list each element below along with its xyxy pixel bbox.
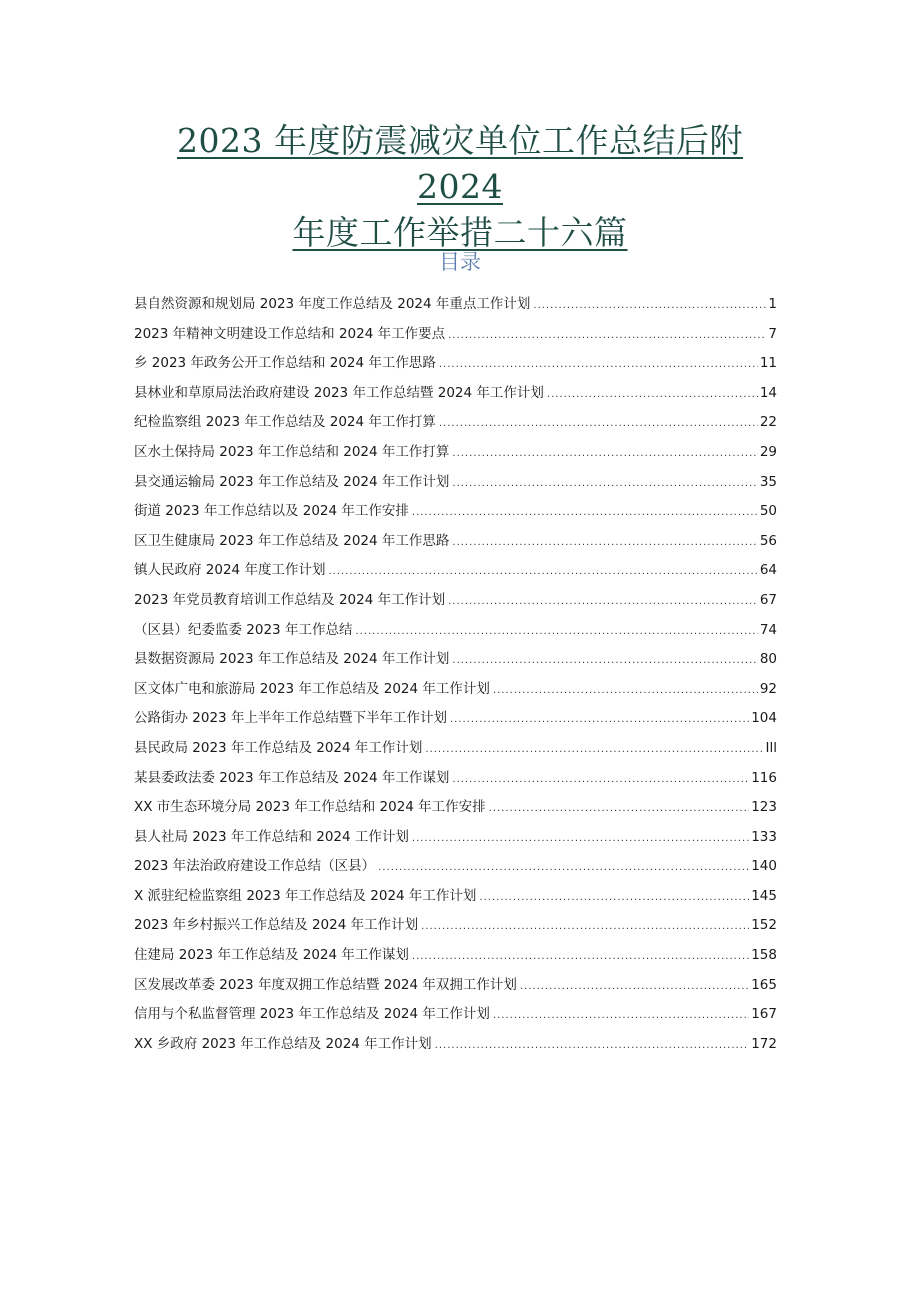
toc-entry[interactable] — [134, 527, 777, 557]
toc-entry-page-number: 116 — [751, 769, 777, 786]
toc-entry-label: 镇人民政府 2024 年度工作计划 — [134, 562, 326, 579]
toc-entry-page-number: 123 — [751, 799, 777, 816]
toc-dot-leader — [452, 439, 757, 469]
toc-entry-label: 县自然资源和规划局 2023 年度工作总结及 2024 年重点工作计划 — [134, 296, 531, 312]
toc-entry-label: 区文体广电和旅游局 2023 年工作总结及 2024 年工作计划 — [134, 680, 490, 697]
toc-entry[interactable] — [134, 1030, 777, 1060]
toc-dot-leader — [489, 794, 750, 824]
toc-entry-label: 2023 年法治政府建设工作总结（区县） — [134, 858, 376, 875]
toc-entry-page-number: 104 — [751, 710, 777, 727]
document-title — [130, 118, 790, 256]
toc-entry-label: 住建局 2023 年工作总结及 2024 年工作谋划 — [134, 947, 409, 964]
toc-entry-label: XX 乡政府 2023 年工作总结及 2024 年工作计划 — [134, 1035, 432, 1052]
toc-entry-label: 街道 2023 年工作总结以及 2024 年工作安排 — [134, 503, 409, 520]
toc-entry-label: 区发展改革委 2023 年度双拥工作总结暨 2024 年双拥工作计划 — [134, 976, 517, 993]
toc-dot-leader — [533, 291, 766, 321]
toc-entry-label: 县数据资源局 2023 年工作总结及 2024 年工作计划 — [134, 651, 450, 668]
toc-entry[interactable] — [134, 675, 777, 705]
toc-dot-leader — [355, 617, 757, 647]
toc-entry-label: 区卫生健康局 2023 年工作总结及 2024 年工作思路 — [134, 532, 450, 549]
toc-entry[interactable] — [134, 468, 777, 498]
toc-dot-leader — [452, 528, 757, 558]
toc-entry-page-number: 80 — [759, 651, 777, 668]
toc-entry-label: 2023 年乡村振兴工作总结及 2024 年工作计划 — [134, 917, 419, 934]
toc-entry-label: 县林业和草原局法治政府建设 2023 年工作总结暨 2024 年工作计划 — [134, 384, 544, 401]
toc-entry[interactable] — [134, 379, 777, 409]
toc-entry-page-number: 172 — [751, 1035, 777, 1052]
toc-dot-leader — [520, 972, 749, 1002]
toc-entry[interactable] — [134, 438, 777, 468]
toc-entry[interactable] — [134, 408, 777, 438]
toc-entry[interactable] — [134, 882, 777, 912]
toc-dot-leader — [493, 676, 758, 706]
toc-entry-page-number: 165 — [751, 976, 777, 993]
toc-entry-page-number: 29 — [759, 443, 777, 460]
toc-entry[interactable] — [134, 497, 777, 527]
toc-dot-leader — [452, 469, 757, 499]
toc-entry-label: 纪检监察组 2023 年工作总结及 2024 年工作打算 — [134, 414, 436, 431]
toc-dot-leader — [479, 883, 749, 913]
toc-dot-leader — [328, 557, 757, 587]
toc-dot-leader — [448, 321, 766, 351]
toc-entry-page-number: 74 — [759, 621, 777, 638]
toc-entry-label: 乡 2023 年政务公开工作总结和 2024 年工作思路 — [134, 355, 436, 372]
toc-entry[interactable] — [134, 290, 777, 320]
toc-entry-label: 县民政局 2023 年工作总结及 2024 年工作计划 — [134, 739, 423, 756]
toc-entry-label: 信用与个私监督管理 2023 年工作总结及 2024 年工作计划 — [134, 1006, 490, 1023]
toc-entry[interactable] — [134, 586, 777, 616]
toc-entry[interactable] — [134, 941, 777, 971]
toc-entry-page-number: 158 — [751, 947, 777, 964]
toc-dot-leader — [439, 350, 758, 380]
toc-entry-page-number: Ill — [765, 739, 777, 756]
toc-dot-leader — [421, 912, 749, 942]
toc-dot-leader — [493, 1001, 749, 1031]
toc-entry-page-number: 56 — [759, 532, 777, 549]
toc-dot-leader — [435, 1031, 750, 1061]
title-line-2: 年度工作举措二十六篇 — [292, 213, 628, 252]
toc-entry[interactable] — [134, 616, 777, 646]
toc-entry-label: X 派驻纪检监察组 2023 年工作总结及 2024 年工作计划 — [134, 887, 477, 904]
toc-dot-leader — [452, 646, 757, 676]
toc-entry-page-number: 140 — [751, 858, 777, 875]
toc-dot-leader — [378, 853, 749, 883]
toc-entry[interactable] — [134, 971, 777, 1001]
toc-entry-page-number: 167 — [751, 1006, 777, 1023]
toc-entry[interactable] — [134, 320, 777, 350]
toc-entry-page-number: 133 — [751, 828, 777, 845]
toc-entry-page-number: 1 — [768, 296, 777, 312]
toc-entry[interactable] — [134, 734, 777, 764]
toc-entry-label: 某县委政法委 2023 年工作总结及 2024 年工作谋划 — [134, 769, 450, 786]
toc-entry-page-number: 152 — [751, 917, 777, 934]
toc-entry[interactable] — [134, 1000, 777, 1030]
toc-dot-leader — [439, 409, 758, 439]
toc-entry-label: 县交通运输局 2023 年工作总结及 2024 年工作计划 — [134, 473, 450, 490]
toc-entry-page-number: 50 — [759, 503, 777, 520]
toc-entry-label: 区水土保持局 2023 年工作总结和 2024 年工作打算 — [134, 443, 450, 460]
toc-entry-label: 县人社局 2023 年工作总结和 2024 工作计划 — [134, 828, 409, 845]
toc-entry-label: 2023 年精神文明建设工作总结和 2024 年工作要点 — [134, 325, 446, 342]
toc-entry[interactable] — [134, 556, 777, 586]
toc-entry-page-number: 67 — [759, 591, 777, 608]
toc-dot-leader — [450, 705, 749, 735]
toc-entry-page-number: 22 — [759, 414, 777, 431]
toc-entry-page-number: 145 — [751, 887, 777, 904]
title-line-1: 2023 年度防震减灾单位工作总结后附 2024 — [177, 121, 743, 206]
toc-entry-page-number: 64 — [759, 562, 777, 579]
toc-entry-page-number: 92 — [759, 680, 777, 697]
toc-entry-page-number: 11 — [759, 355, 777, 372]
toc-entry-label: （区县）纪委监委 2023 年工作总结 — [134, 621, 353, 638]
toc-dot-leader — [448, 587, 758, 617]
toc-entry-label: 2023 年党员教育培训工作总结及 2024 年工作计划 — [134, 591, 446, 608]
toc-entry[interactable] — [134, 764, 777, 794]
toc-entry-label: 公路街办 2023 年上半年工作总结暨下半年工作计划 — [134, 710, 447, 727]
toc-entry-label: XX 市生态环境分局 2023 年工作总结和 2024 年工作安排 — [134, 799, 486, 816]
toc-entry-page-number: 14 — [759, 384, 777, 401]
toc-entry-page-number: 35 — [759, 473, 777, 490]
toc-heading: 目录 — [439, 250, 481, 274]
toc-dot-leader — [412, 824, 749, 854]
toc-entry[interactable] — [134, 793, 777, 823]
table-of-contents — [134, 290, 777, 1059]
toc-entry[interactable] — [134, 349, 777, 379]
toc-entry[interactable] — [134, 911, 777, 941]
toc-dot-leader — [412, 942, 749, 972]
toc-entry[interactable] — [134, 852, 777, 882]
toc-entry[interactable] — [134, 704, 777, 734]
toc-dot-leader — [547, 380, 758, 410]
toc-entry[interactable] — [134, 645, 777, 675]
toc-dot-leader — [412, 498, 758, 528]
toc-dot-leader — [425, 735, 763, 765]
toc-entry-page-number: 7 — [768, 325, 777, 342]
toc-entry[interactable] — [134, 823, 777, 853]
toc-dot-leader — [452, 765, 749, 795]
